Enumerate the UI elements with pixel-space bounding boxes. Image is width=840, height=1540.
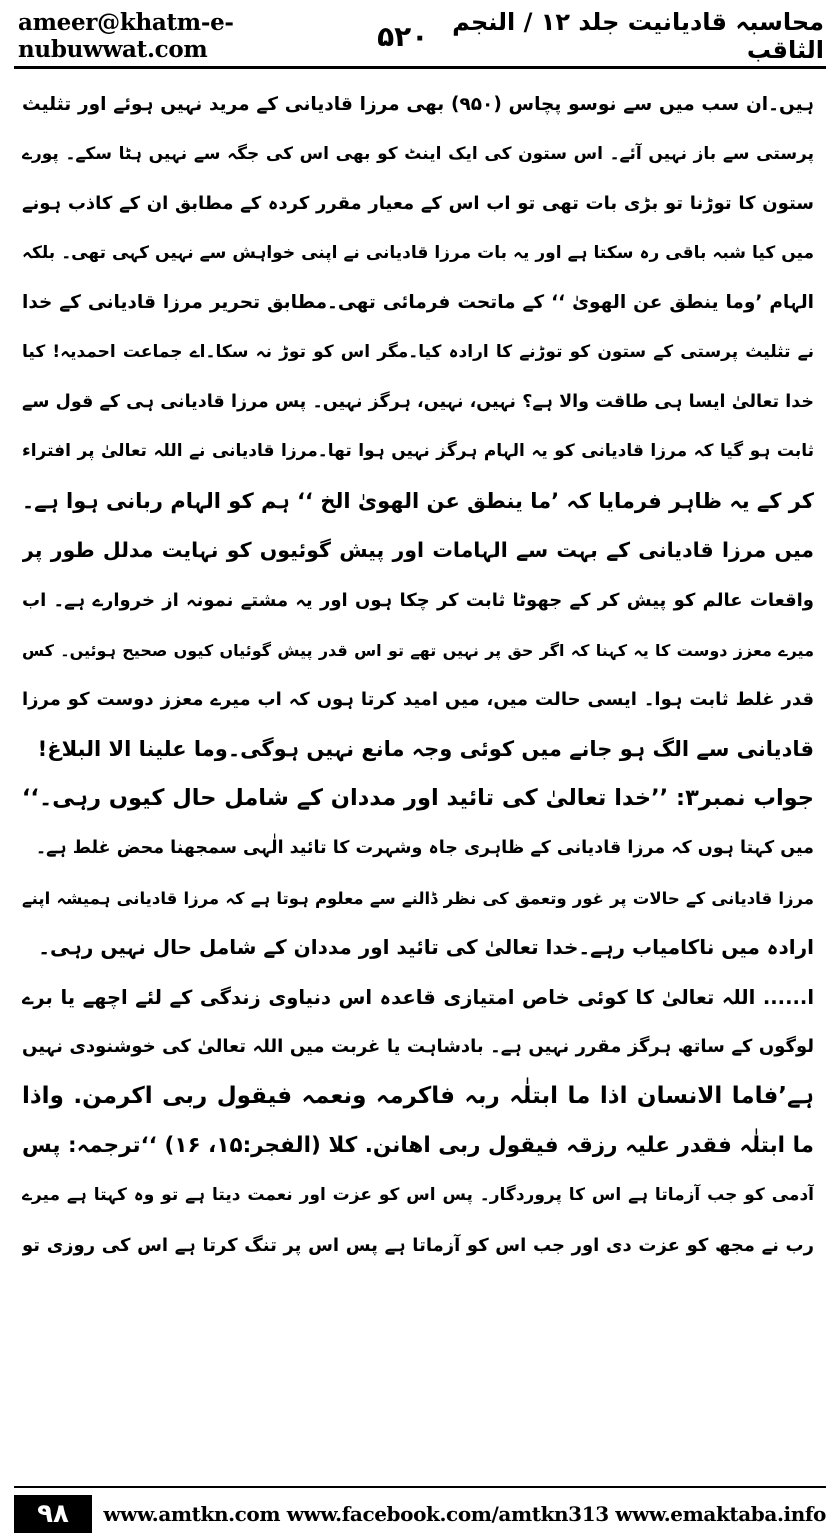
text-line: ہے’فاما الانسان اذا ما ابتلٰہ ربہ فاکرمہ ونعمہ فیقول ربی اکرمن. واذا: [22, 1082, 814, 1109]
page-body-text: [22, 80, 814, 1270]
text-line: قادیانی سے الگ ہو جانے میں کوئی وجہ مانع نہیں ہوگی۔وما علینا الا البلاغ!: [37, 736, 814, 761]
footer-links[interactable]: www.amtkn.com www.facebook.com/amtkn313 www.emaktaba.info: [103, 1502, 826, 1526]
text-line: پرستی سے باز نہیں آئے۔ اس ستون کی ایک اینٹ کو بھی اس کی جگہ سے نہیں ہٹا سکے۔ پورے: [22, 143, 814, 164]
text-line: ارادہ میں ناکامیاب رہے۔خدا تعالیٰ کی تائید اور مددان کے شامل حال نہیں رہی۔: [38, 935, 814, 960]
text-line: ثابت ہو گیا کہ مرزا قادیانی کو یہ الہام ہرگز نہیں ہوا تھا۔مرزا قادیانی نے اللہ تعالیٰ پر افتراء: [22, 441, 814, 462]
text-line: نے تثلیث پرستی کے ستون کو توڑنے کا ارادہ کیا۔مگر اس کو توڑ نہ سکا۔اے جماعت احمدیہ! کیا: [22, 341, 814, 362]
text-line: مرزا قادیانی کے حالات پر غور وتعمق کی نظر ڈالنے سے معلوم ہوتا ہے کہ مرزا قادیانی ہمیشہ اپنے: [22, 888, 814, 908]
text-line: میرے معزز دوست کا یہ کہنا کہ اگر حق پر نہیں تھے تو اس قدر پیش گوئیاں کیوں صحیح ہوئیں۔ کس: [22, 640, 814, 660]
header-email[interactable]: ameer@khatm-e-nubuwwat.com: [18, 9, 234, 63]
header-divider: [14, 66, 826, 69]
text-line: خدا تعالیٰ ایسا ہی طاقت والا ہے؟ نہیں، نہیں، ہرگز نہیں۔ پس مرزا قادیانی ہی کے قول سے: [22, 391, 814, 412]
text-line: میں کیا شبہ باقی رہ سکتا ہے اور یہ بات مرزا قادیانی نے اپنی خواہش سے نہیں کہی تھی۔ بلکہ: [22, 242, 814, 263]
text-line: ہیں۔ان سب میں سے نوسو پچاس (۹۵۰) بھی مرزا قادیانی کے مرید نہیں ہوئے اور تثلیث: [22, 94, 814, 115]
text-line: لوگوں کے ساتھ ہرگز مقرر نہیں ہے۔ بادشاہت یا غربت میں اللہ تعالیٰ کی خوشنودی نہیں: [22, 1036, 814, 1058]
text-line: آدمی کو جب آزماتا ہے اس کا پروردگار۔ پس اس کو عزت اور نعمت دیتا ہے تو وہ کہتا ہے میرے: [22, 1185, 814, 1206]
footer-divider: [14, 1486, 826, 1488]
text-line: ا...... اللہ تعالیٰ کا کوئی خاص امتیازی قاعدہ اس دنیاوی زندگی کے لئے اچھے یا برے: [22, 985, 814, 1009]
page-footer: [14, 1494, 826, 1534]
header-page-number: ۵۲۰: [377, 19, 429, 53]
text-line: قدر غلط ثابت ہوا۔ ایسی حالت میں، میں امید کرتا ہوں کہ اب میرے معزز دوست کو مرزا: [22, 689, 814, 711]
page-header: [18, 10, 824, 62]
text-line: کر کے یہ ظاہر فرمایا کہ ’ما ینطق عن الھویٰ الخ ‘‘ ہم کو الہام ربانی ہوا ہے۔: [22, 488, 814, 513]
text-line: میں مرزا قادیانی کے بہت سے الہامات اور پیش گوئیوں کو نہایت مدلل طور پر: [22, 538, 814, 563]
section-heading: جواب نمبر۳: ’’خدا تعالیٰ کی تائید اور مددان کے شامل حال کیوں رہی۔‘‘: [22, 785, 814, 812]
text-line: الہام ’وما ینطق عن الھویٰ ‘‘ کے ماتحت فرمائی تھی۔مطابق تحریر مرزا قادیانی کے خدا: [22, 292, 814, 314]
text-line: ما ابتلٰہ فقدر علیہ رزقہ فیقول ربی اھانن. کلا (الفجر:۱۵، ۱۶) ‘‘ترجمہ: پس: [22, 1133, 814, 1159]
text-line: ستون کا توڑنا تو بڑی بات تھی تو اب اس کے معیار مقرر کردہ کے مطابق ان کے کاذب ہونے: [22, 193, 814, 215]
header-book-title: محاسبہ قادیانیت جلد ۱۲ / النجم الثاقب: [452, 8, 824, 64]
text-line: میں کہتا ہوں کہ مرزا قادیانی کے ظاہری جاہ وشہرت کا تائید الٰہی سمجھنا محض غلط ہے۔: [35, 837, 814, 858]
text-line: رب نے مجھ کو عزت دی اور جب اس کو آزماتا ہے پس اس پر تنگ کرتا ہے اس کی روزی تو: [22, 1234, 814, 1256]
footer-page-number: ۹۸: [14, 1495, 92, 1533]
text-line: واقعات عالم کو پیش کر کے جھوٹا ثابت کر چکا ہوں اور یہ مشتے نمونہ از خروارے ہے۔ اب: [22, 589, 814, 611]
header-left: [18, 9, 428, 63]
